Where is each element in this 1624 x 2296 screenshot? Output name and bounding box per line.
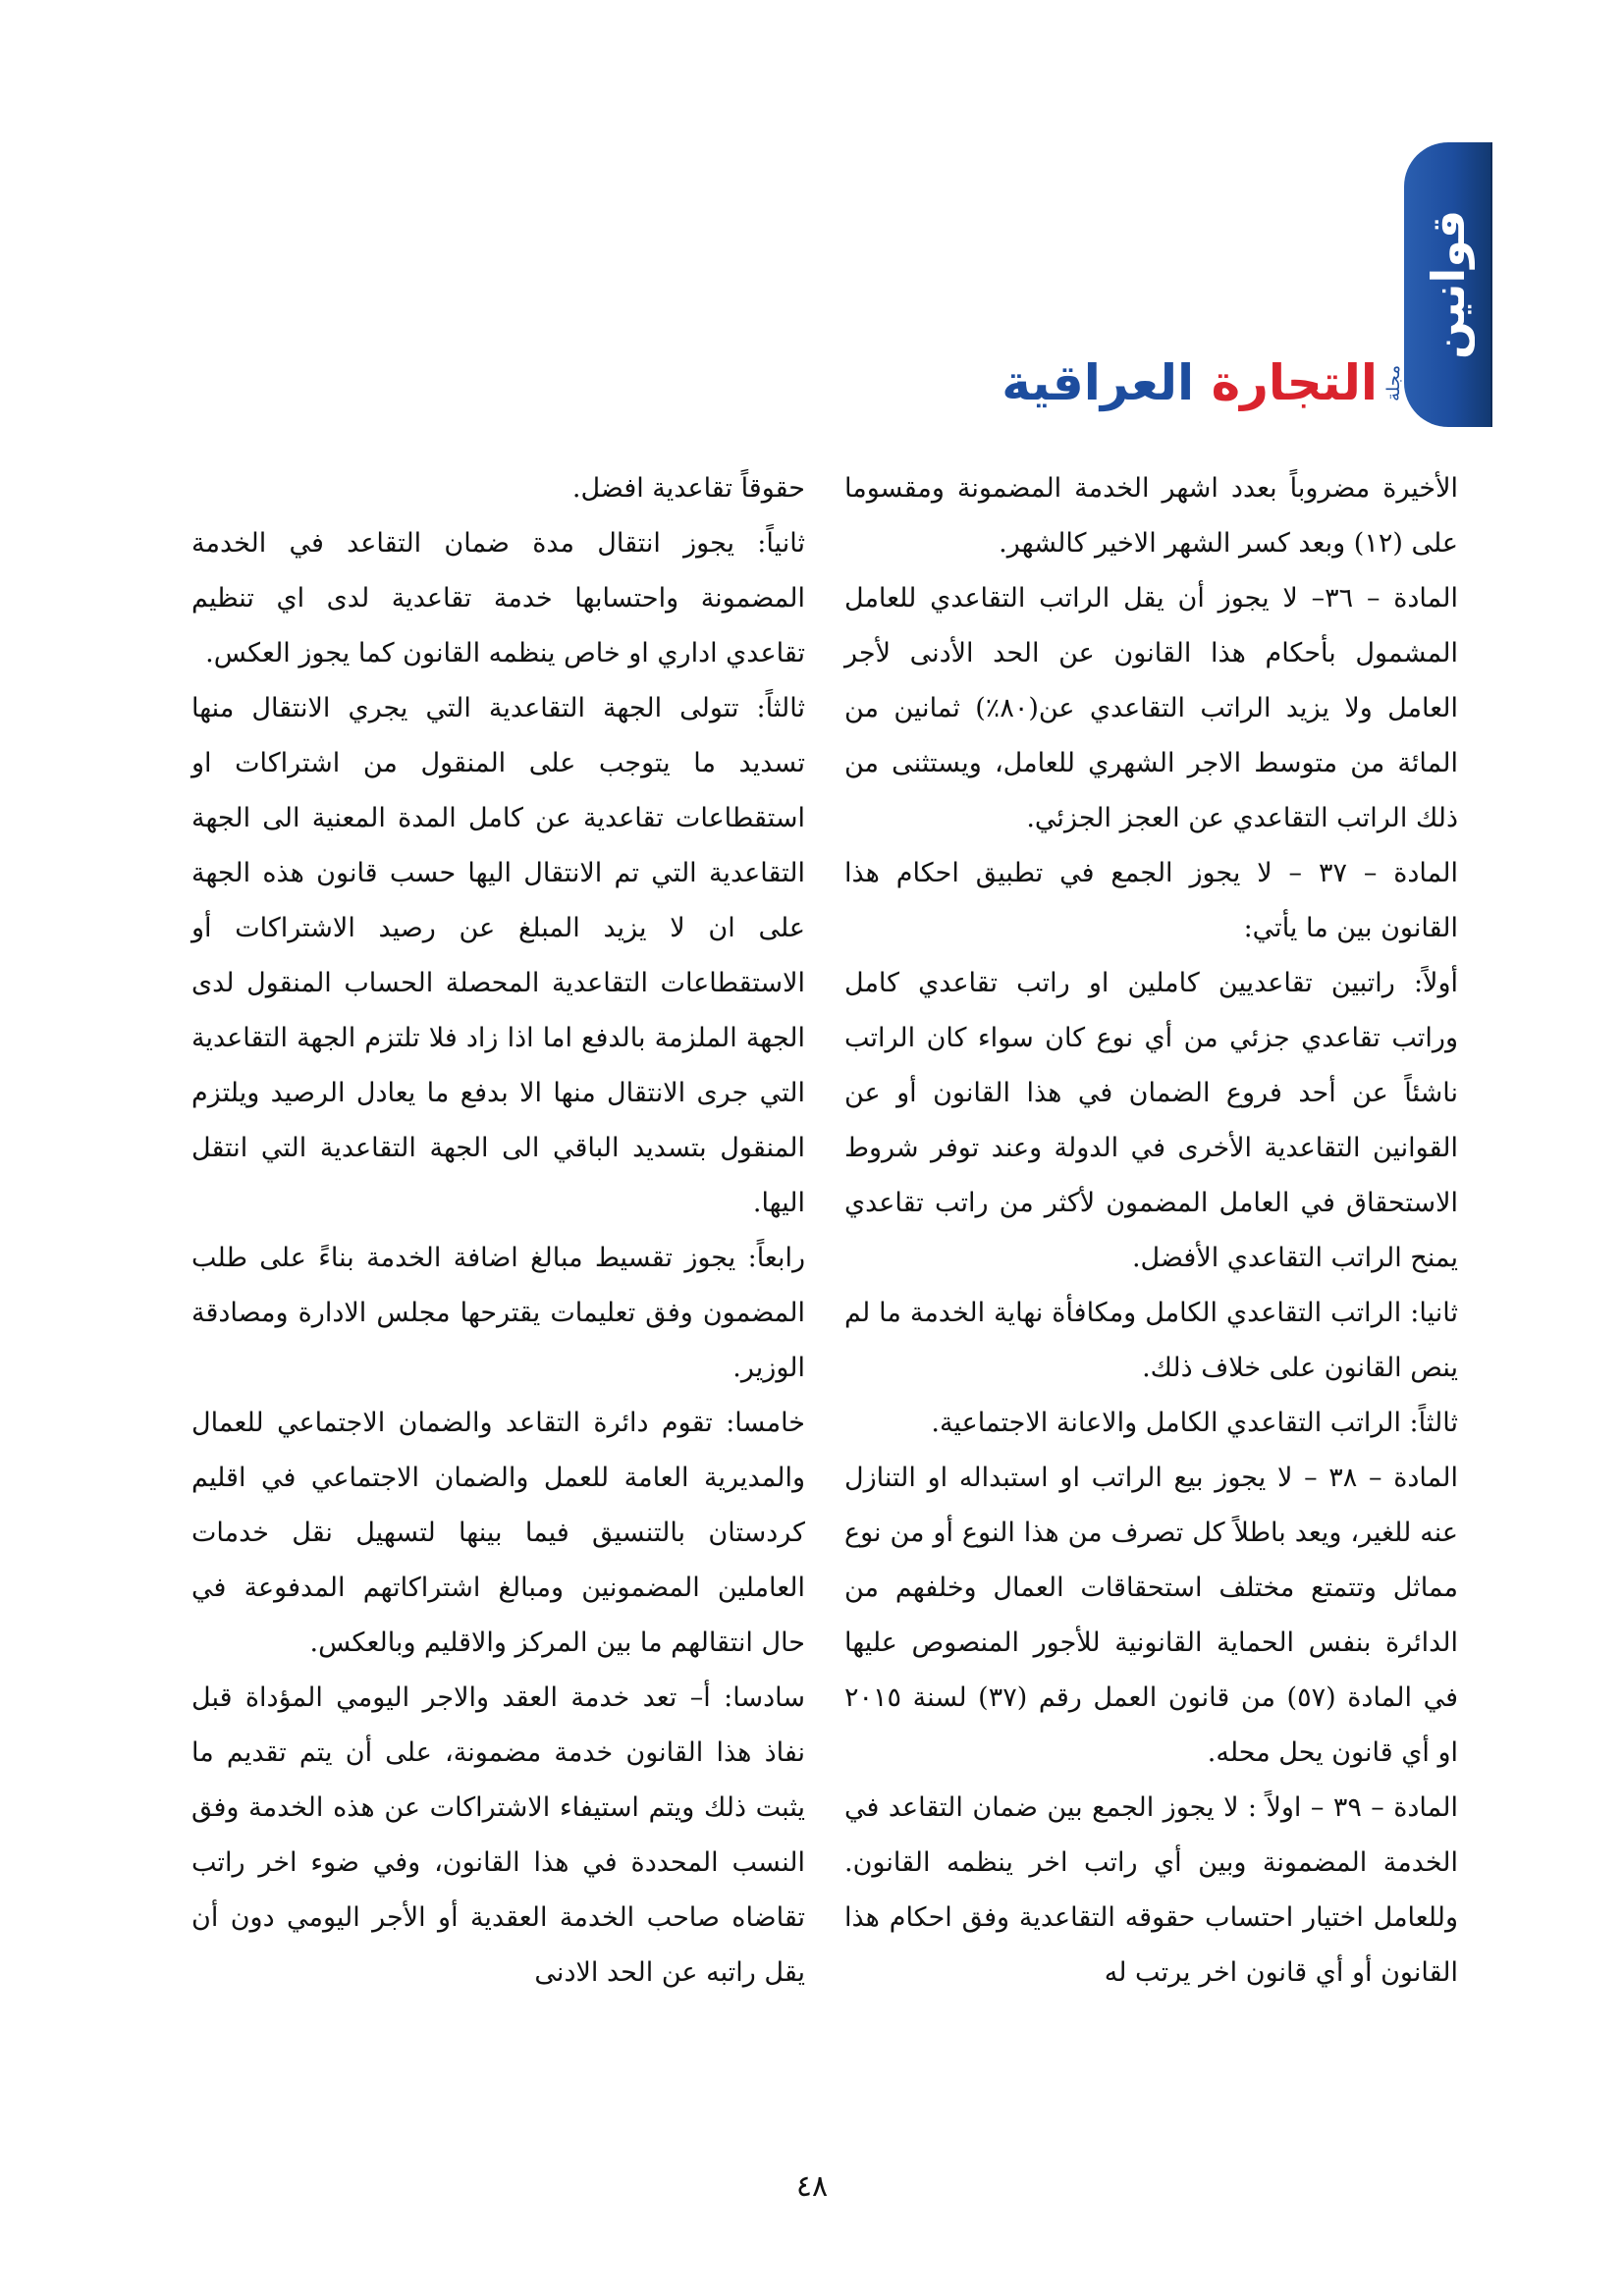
paragraph: ثانيا: الراتب التقاعدي الكامل ومكافأة نهاية الخدمة ما لم ينص القانون على خلاف ذلك. xyxy=(844,1298,1458,1383)
paragraph: المادة – ٣٨ – لا يجوز بيع الراتب او استبداله او التنازل عنه للغير، ويعد باطلاً كل تصرف من هذا النوع أو من نوع مماثل وتتمتع مختلف استحقاقات العمال وخلفهم من الدائرة بنفس الحماية القانونية للأجور المنصوص عليها في المادة (٥٧) من قانون العمل رقم (٣٧) لسنة ٢٠١٥ او أي قانون يحل محله. xyxy=(844,1463,1459,1768)
paragraph: المادة – ٣٦– لا يجوز أن يقل الراتب التقاعدي للعامل المشمول بأحكام هذا القانون عن الحد الأدنى لأجر العامل ولا يزيد الراتب التقاعدي عن(٨٠٪) ثمانين من المائة من متوسط الاجر الشهري للعامل، ويستثنى من ذلك الراتب التقاعدي عن العجز الجزئي. xyxy=(844,583,1458,833)
paragraph: رابعاً: يجوز تقسيط مبالغ اضافة الخدمة بناءً على طلب المضمون وفق تعليمات يقترحها مجلس الادارة ومصادقة الوزير. xyxy=(191,1243,805,1383)
masthead-title xyxy=(1001,354,1378,411)
section-tab-label: قوانين xyxy=(1422,209,1475,360)
page-number: ٤٨ xyxy=(795,2169,829,2204)
left-column xyxy=(191,461,805,2091)
paragraph: المادة – ٣٩ – اولاً : لا يجوز الجمع بين ضمان التقاعد في الخدمة المضمونة وبين أي راتب اخر ينظمه القانون. وللعامل اختيار احتساب حقوقه التقاعدية وفق احكام هذا القانون أو أي قانون اخر يرتب له xyxy=(844,1792,1458,1988)
paragraph: خامسا: تقوم دائرة التقاعد والضمان الاجتماعي للعمال والمديرية العامة للعمل والضمان الاجتماعي في اقليم كردستان بالتنسيق فيما بينها لتسهيل نقل خدمات العاملين المضمونين ومبالغ اشتراكاتهم المدفوعة في حال انتقالهم ما بين المركز والاقليم وبالعكس. xyxy=(191,1408,805,1658)
right-column xyxy=(844,461,1458,2091)
paragraph: ثالثاً: تتولى الجهة التقاعدية التي يجري الانتقال منها تسديد ما يتوجب على المنقول من اشتراكات او استقطاعات تقاعدية عن كامل المدة المعنية الى الجهة التقاعدية التي تم الانتقال اليها حسب قانون هذه الجهة على ان لا يزيد المبلغ عن رصيد الاشتراكات أو الاستقطاعات التقاعدية المحصلة الحساب المنقول لدى الجهة الملزمة بالدفع اما اذا زاد فلا تلتزم الجهة التقاعدية التي جرى الانتقال منها الا بدفع ما يعادل الرصيد ويلتزم المنقول بتسديد الباقي الى الجهة التقاعدية التي انتقل اليها. xyxy=(191,693,805,1218)
paragraph: المادة – ٣٧ – لا يجوز الجمع في تطبيق احكام هذا القانون بين ما يأتي: xyxy=(844,858,1458,943)
masthead-magazine-word: مجلة xyxy=(1383,364,1404,401)
paragraph: أولاً: راتبين تقاعديين كاملين او راتب تقاعدي كامل وراتب تقاعدي جزئي من أي نوع كان سواء كان الراتب ناشئاً عن أحد فروع الضمان في هذا القانون أو عن القوانين التقاعدية الأخرى في الدولة وعند توفر شروط الاستحقاق في العامل المضمون لأكثر من راتب تقاعدي يمنح الراتب التقاعدي الأفضل. xyxy=(844,968,1458,1273)
magazine-masthead xyxy=(1001,334,1404,432)
paragraph: الأخيرة مضروباً بعدد اشهر الخدمة المضمونة ومقسوما على (١٢) وبعد كسر الشهر الاخير كالشهر. xyxy=(844,473,1458,559)
paragraph: ثالثاً: الراتب التقاعدي الكامل والاعانة الاجتماعية. xyxy=(931,1408,1458,1438)
masthead-title-part1: التجارة xyxy=(1211,354,1378,411)
paragraph: ثانياً: يجوز انتقال مدة ضمان التقاعد في الخدمة المضمونة واحتسابها خدمة تقاعدية لدى اي تنظيم تقاعدي اداري او خاص ينظمه القانون كما يجوز العكس. xyxy=(191,528,805,668)
paragraph: سادسا: أ– تعد خدمة العقد والاجر اليومي المؤداة قبل نفاذ هذا القانون خدمة مضمونة، على أن يتم تقديم ما يثبت ذلك ويتم استيفاء الاشتراكات عن هذه الخدمة وفق النسب المحددة في هذا القانون، وفي ضوء اخر راتب تقاضاه صاحب الخدمة العقدية أو الأجر اليومي دون أن يقل راتبه عن الحد الادنى xyxy=(191,1682,806,1988)
masthead-title-part2: العراقية xyxy=(1001,354,1195,411)
paragraph: حقوقاً تقاعدية افضل. xyxy=(571,473,805,504)
